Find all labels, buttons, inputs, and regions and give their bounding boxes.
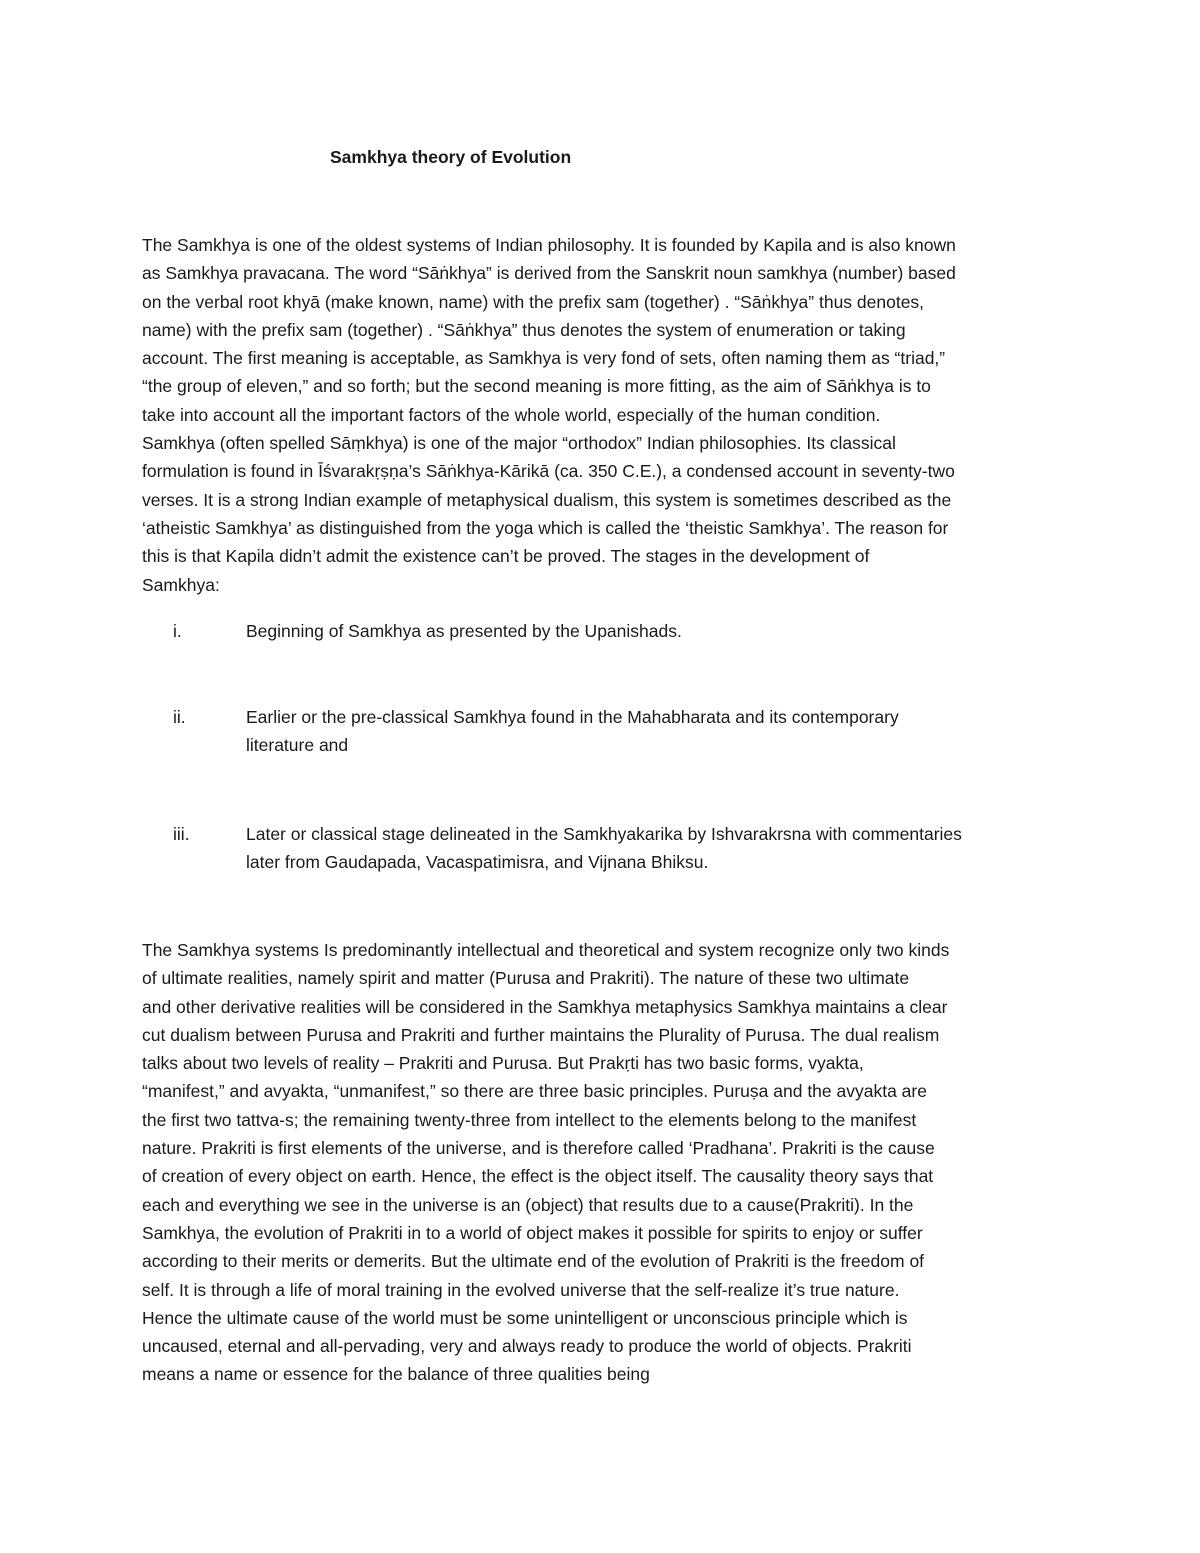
- list-marker: ii.: [173, 707, 186, 727]
- paragraph-line: name) with the prefix sam (together) . “Sāṅkhya” thus denotes the system of enumeration or taking: [142, 319, 906, 340]
- paragraph-line: ‘atheistic Samkhya’ as distinguished from the yoga which is called the ‘theistic Samkhya’. The reason for: [142, 517, 949, 538]
- paragraph-line: Hence the ultimate cause of the world must be some unintelligent or unconscious principle which is: [142, 1307, 908, 1328]
- list-item-line: Later or classical stage delineated in the Samkhyakarika by Ishvarakrsna with commentaries: [246, 824, 962, 844]
- paragraph-line: self. It is through a life of moral training in the evolved universe that the self-realize it’s true nature.: [142, 1279, 900, 1300]
- list-item-text: [246, 703, 1066, 759]
- list-item-line: later from Gaudapada, Vacaspatimisra, and Vijnana Bhiksu.: [246, 852, 709, 872]
- paragraph-line: means a name or essence for the balance of three qualities being: [142, 1364, 650, 1385]
- paragraph-line: according to their merits or demerits. But the ultimate end of the evolution of Prakriti is the freedom of: [142, 1251, 925, 1272]
- paragraph-line: this is that Kapila didn’t admit the existence can’t be proved. The stages in the development of: [142, 546, 870, 567]
- paragraph-line: Samkhya (often spelled Sāṃkhya) is one of the major “orthodox” Indian philosophies. Its classical: [142, 433, 896, 454]
- metaphysics-paragraph: [142, 936, 1072, 1389]
- paragraph-line: as Samkhya pravacana. The word “Sāṅkhya” is derived from the Sanskrit noun samkhya (number) based: [142, 263, 956, 284]
- paragraph-line: verses. It is a strong Indian example of metaphysical dualism, this system is sometimes described as the: [142, 489, 952, 510]
- list-item-text: [246, 820, 1066, 876]
- list-marker: i.: [173, 621, 182, 641]
- list-item-line: Beginning of Samkhya as presented by the Upanishads.: [246, 621, 682, 641]
- paragraph-line: “the group of eleven,” and so forth; but the second meaning is more fitting, as the aim of Sāṅkhya is to: [142, 376, 931, 397]
- paragraph-line: talks about two levels of reality – Prakriti and Purusa. But Prakṛti has two basic forms, vyakta,: [142, 1053, 864, 1074]
- document-title: Samkhya theory of Evolution: [330, 147, 572, 167]
- paragraph-line: The Samkhya is one of the oldest systems of Indian philosophy. It is founded by Kapila and is also known: [142, 235, 956, 255]
- paragraph-line: the first two tattva-s; the remaining twenty-three from intellect to the elements belong to the manifest: [142, 1109, 917, 1130]
- paragraph-line: formulation is found in Īśvarakṛṣṇa’s Sāṅkhya-Kārikā (ca. 350 C.E.), a condensed account in seventy-two: [142, 461, 955, 482]
- paragraph-line: and other derivative realities will be considered in the Samkhya metaphysics Samkhya maintains a clear: [142, 996, 948, 1017]
- paragraph-line: account. The first meaning is acceptable, as Samkhya is very fond of sets, often naming them as “triad,”: [142, 348, 946, 369]
- paragraph-line: nature. Prakriti is first elements of the universe, and is therefore called ‘Pradhana’. Prakriti is the cause: [142, 1138, 935, 1159]
- list-item-line: literature and: [246, 735, 349, 755]
- paragraph-line: cut dualism between Purusa and Prakriti and further maintains the Plurality of Purusa. The dual realism: [142, 1024, 940, 1045]
- list-marker: iii.: [173, 824, 190, 844]
- list-item-line: Earlier or the pre-classical Samkhya found in the Mahabharata and its contemporary: [246, 707, 899, 727]
- paragraph-line: “manifest,” and avyakta, “unmanifest,” so there are three basic principles. Puruṣa and the avyakta are: [142, 1081, 927, 1102]
- paragraph-line: take into account all the important factors of the whole world, especially of the human condition.: [142, 404, 881, 425]
- paragraph-line: of creation of every object on earth. Hence, the effect is the object itself. The causality theory says that: [142, 1166, 934, 1187]
- paragraph-line: on the verbal root khyā (make known, name) with the prefix sam (together) . “Sāṅkhya” thus denotes,: [142, 291, 925, 312]
- paragraph-line: Samkhya:: [142, 574, 220, 595]
- paragraph-line: The Samkhya systems Is predominantly intellectual and theoretical and system recognize only two kinds: [142, 940, 950, 960]
- paragraph-line: of ultimate realities, namely spirit and matter (Purusa and Prakriti). The nature of these two ultimate: [142, 968, 910, 989]
- list-item-text: [246, 617, 1066, 645]
- paragraph-line: each and everything we see in the universe is an (object) that results due to a cause(Prakriti). In the: [142, 1194, 914, 1215]
- paragraph-line: uncaused, eternal and all-pervading, very and always ready to produce the world of objects. Prakriti: [142, 1336, 912, 1357]
- paragraph-line: Samkhya, the evolution of Prakriti in to a world of object makes it possible for spirits to enjoy or suffer: [142, 1222, 923, 1243]
- intro-paragraph: [142, 231, 1072, 599]
